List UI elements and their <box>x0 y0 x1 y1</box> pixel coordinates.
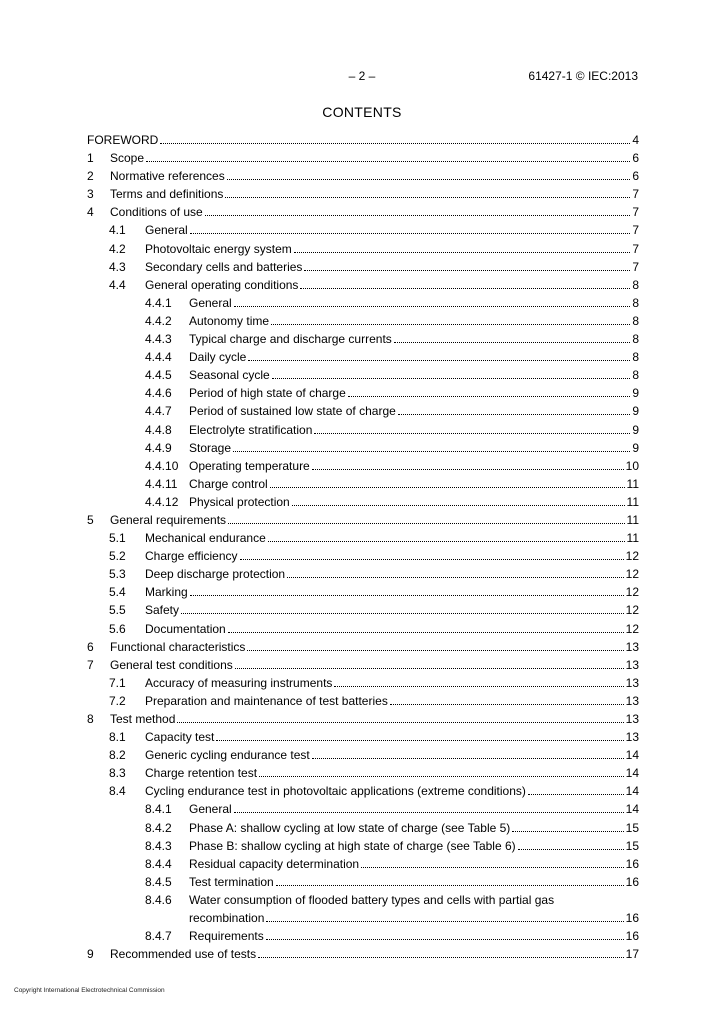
toc-entry-page: 8 <box>632 332 639 347</box>
toc-entry-page: 9 <box>632 422 639 437</box>
toc-entry-number: 8 <box>87 712 94 726</box>
toc-entry-number: 5.3 <box>109 567 126 582</box>
toc-entry-number: 9 <box>87 947 94 962</box>
toc-entry-page: 16 <box>625 874 639 889</box>
toc-entry-page: 7 <box>632 205 639 220</box>
toc-entry-page: 14 <box>625 766 639 781</box>
toc-entry-title: Photovoltaic energy system <box>145 241 292 256</box>
toc-entry-page: 7 <box>632 241 639 256</box>
toc-entry-number: 5.6 <box>109 621 126 636</box>
toc-entry-title: Safety <box>145 603 180 618</box>
toc-entry-page: 12 <box>625 549 639 564</box>
toc-entry-page: 7 <box>632 223 639 238</box>
toc-entry-title: Charge efficiency <box>145 549 238 564</box>
toc-entry-title: Mechanical endurance <box>145 531 266 546</box>
toc-entry-page: 11 <box>626 531 639 546</box>
toc-entry[interactable] <box>87 855 639 873</box>
toc-entry-title: Capacity test <box>145 730 215 745</box>
toc-entry-page: 14 <box>625 784 639 799</box>
toc-entry[interactable] <box>87 221 639 239</box>
toc-entry[interactable] <box>87 692 639 710</box>
toc-entry[interactable] <box>87 565 639 583</box>
toc-entry-title: Autonomy time <box>189 313 270 328</box>
toc-entry-title: General test conditions <box>110 657 233 672</box>
dot-leader <box>398 413 631 415</box>
toc-entry-number: 8.3 <box>109 766 126 781</box>
toc-entry-page: 17 <box>625 947 639 962</box>
toc-entry-page: 8 <box>632 277 639 292</box>
toc-entry-page: 4 <box>632 133 639 147</box>
toc-entry[interactable] <box>87 620 639 638</box>
toc-entry-number: 4.1 <box>109 223 126 238</box>
toc-entry-title: Typical charge and discharge currents <box>189 332 392 347</box>
dot-leader <box>272 377 631 379</box>
toc-entry[interactable] <box>87 384 639 402</box>
toc-entry-title: Phase B: shallow cycling at high state of charge (see Table 6) <box>189 838 516 853</box>
toc-entry-title: Residual capacity determination <box>189 856 360 871</box>
toc-entry-title: Storage <box>189 440 232 455</box>
toc-entry-page: 9 <box>632 386 639 401</box>
toc-entry[interactable] <box>87 276 639 294</box>
toc-entry[interactable] <box>87 457 639 475</box>
toc-entry-title: Water consumption of flooded battery types and cells with partial gas <box>189 892 555 907</box>
dot-leader <box>276 884 624 886</box>
dot-leader <box>334 685 623 687</box>
toc-entry[interactable] <box>87 710 639 728</box>
toc-entry-number: 8.2 <box>109 748 126 763</box>
dot-leader <box>292 504 625 506</box>
toc-entry-page: 6 <box>632 151 639 166</box>
dot-leader <box>314 432 630 434</box>
toc-entry-page: 8 <box>632 313 639 328</box>
dot-leader <box>181 612 624 614</box>
toc-entry-number: 8.1 <box>109 730 126 745</box>
toc-entry-title: General requirements <box>110 512 227 527</box>
table-of-contents <box>87 131 639 963</box>
toc-entry-number: 5.1 <box>109 531 126 546</box>
toc-entry-title: Cycling endurance test in photovoltaic applications (extreme conditions) <box>145 784 526 799</box>
toc-entry-number: 7.2 <box>109 693 126 708</box>
dot-leader <box>270 486 625 488</box>
toc-entry[interactable] <box>87 746 639 764</box>
toc-entry-number: 4.4.8 <box>145 422 172 437</box>
toc-entry[interactable] <box>87 475 639 493</box>
toc-entry[interactable] <box>87 366 639 384</box>
toc-entry-page: 12 <box>625 603 639 618</box>
toc-entry[interactable] <box>87 240 639 258</box>
toc-entry-title: Daily cycle <box>189 350 247 365</box>
contents-title: CONTENTS <box>322 104 402 120</box>
toc-entry-title: General operating conditions <box>145 277 299 292</box>
dot-leader <box>216 739 623 741</box>
toc-entry-number: 8.4.7 <box>145 928 172 943</box>
toc-entry-title: Terms and definitions <box>110 187 224 202</box>
dot-leader <box>205 214 631 216</box>
toc-entry[interactable] <box>87 873 639 891</box>
toc-entry-title: General <box>189 802 232 817</box>
toc-entry-number: 5 <box>87 512 94 527</box>
toc-entry-page: 8 <box>632 295 639 310</box>
toc-entry-page: 11 <box>626 512 639 527</box>
toc-entry-page: 14 <box>625 802 639 817</box>
toc-entry-title: Phase A: shallow cycling at low state of charge (see Table 5) <box>189 820 511 835</box>
toc-entry-title: Recommended use of tests <box>110 947 257 962</box>
toc-entry-number: 8.4.3 <box>145 838 172 853</box>
toc-entry-number: 3 <box>87 187 94 202</box>
toc-entry[interactable] <box>87 819 639 837</box>
dot-leader <box>394 341 631 343</box>
dot-leader <box>190 594 624 596</box>
toc-entry-title: Seasonal cycle <box>189 368 270 383</box>
toc-entry-number: 1 <box>87 151 94 166</box>
dot-leader <box>235 667 624 669</box>
dot-leader <box>300 287 630 289</box>
toc-entry-title: Period of sustained low state of charge <box>189 404 396 419</box>
toc-entry-page: 12 <box>625 621 639 636</box>
toc-entry-page: 13 <box>625 712 639 726</box>
toc-entry[interactable] <box>87 601 639 619</box>
toc-entry-page: 9 <box>632 404 639 419</box>
dot-leader <box>248 359 630 361</box>
toc-entry-title: Test method <box>110 712 176 726</box>
toc-entry[interactable] <box>87 800 639 818</box>
toc-entry-number: 4.2 <box>109 241 126 256</box>
toc-entry[interactable] <box>87 312 639 330</box>
toc-entry-title: Period of high state of charge <box>189 386 346 401</box>
toc-entry-number: 4.4.7 <box>145 404 172 419</box>
toc-entry-number: 2 <box>87 169 94 184</box>
toc-entry-number: 8.4 <box>109 784 126 799</box>
toc-entry-number: 7.1 <box>109 675 126 690</box>
toc-entry-page: 12 <box>625 585 639 600</box>
toc-entry-page: 7 <box>632 187 639 202</box>
dot-leader <box>258 956 624 958</box>
toc-entry[interactable] <box>87 674 639 692</box>
toc-entry-page: 13 <box>625 657 639 672</box>
toc-entry-title: General <box>145 223 188 238</box>
dot-leader <box>518 848 624 850</box>
dot-leader <box>233 450 630 452</box>
dot-leader <box>190 232 631 234</box>
toc-entry-title: Normative references <box>110 169 225 184</box>
toc-entry-page: 11 <box>626 494 639 509</box>
dot-leader <box>240 558 624 560</box>
page-number: – 2 – <box>348 69 376 83</box>
dot-leader <box>294 251 631 253</box>
dot-leader <box>247 649 623 651</box>
toc-entry[interactable] <box>87 529 639 547</box>
dot-leader <box>234 305 631 307</box>
toc-entry-page: 14 <box>625 748 639 763</box>
toc-entry-title: Electrolyte stratification <box>189 422 313 437</box>
toc-entry[interactable] <box>87 927 639 945</box>
toc-entry[interactable] <box>87 638 639 656</box>
toc-entry-number: 4 <box>87 205 94 220</box>
dot-leader <box>287 576 624 578</box>
toc-entry[interactable] <box>87 402 639 420</box>
toc-entry-number: 8.4.4 <box>145 856 172 871</box>
dot-leader <box>227 178 631 180</box>
toc-entry-title: Accuracy of measuring instruments <box>145 675 333 690</box>
toc-entry[interactable] <box>87 837 639 855</box>
toc-entry-number: 4.4.5 <box>145 368 172 383</box>
toc-entry-page: 9 <box>632 440 639 455</box>
toc-entry-number: 7 <box>87 657 94 672</box>
dot-leader <box>304 269 630 271</box>
toc-entry[interactable] <box>87 258 639 276</box>
toc-entry-number: 8.4.2 <box>145 820 172 835</box>
toc-entry-page: 16 <box>625 928 639 943</box>
toc-entry-title: Charge retention test <box>145 766 258 781</box>
toc-entry-number: 4.3 <box>109 259 126 274</box>
toc-entry[interactable] <box>87 167 639 185</box>
toc-entry-number: 8.4.6 <box>145 892 172 907</box>
toc-entry-title: FOREWORD <box>87 133 159 147</box>
toc-entry[interactable] <box>87 583 639 601</box>
toc-entry[interactable] <box>87 421 639 439</box>
toc-entry-number: 8.4.1 <box>145 802 172 817</box>
dot-leader <box>361 866 624 868</box>
toc-entry-page: 15 <box>625 838 639 853</box>
toc-entry[interactable] <box>87 330 639 348</box>
dot-leader <box>512 830 623 832</box>
toc-entry-number: 5.5 <box>109 603 126 618</box>
copyright-footer: Copyright International Electrotechnical Commission <box>14 987 165 994</box>
toc-entry[interactable] <box>87 547 639 565</box>
toc-entry-page: 11 <box>626 476 639 491</box>
toc-entry-number: 4.4.1 <box>145 295 172 310</box>
toc-entry-title: Preparation and maintenance of test batteries <box>145 693 388 708</box>
toc-entry[interactable] <box>87 185 639 203</box>
toc-entry-page: 8 <box>632 350 639 365</box>
dot-leader <box>228 522 624 524</box>
toc-entry-page: 16 <box>625 856 639 871</box>
toc-entry-number: 6 <box>87 639 94 654</box>
toc-entry-number: 4.4.4 <box>145 350 172 365</box>
toc-entry-title: Scope <box>110 151 145 166</box>
toc-entry[interactable] <box>87 656 639 674</box>
dot-leader <box>177 721 623 723</box>
dot-leader <box>312 757 624 759</box>
toc-entry[interactable] <box>87 203 639 221</box>
dot-leader <box>271 323 630 325</box>
toc-entry[interactable] <box>87 131 639 149</box>
toc-entry-title: Test termination <box>189 874 274 889</box>
dot-leader <box>390 703 624 705</box>
toc-entry-number: 4.4.11 <box>145 476 178 491</box>
toc-entry[interactable] <box>87 782 639 800</box>
toc-entry-title: Operating temperature <box>189 458 310 473</box>
toc-entry-title: Generic cycling endurance test <box>145 748 310 763</box>
toc-entry-number: 5.2 <box>109 549 126 564</box>
toc-entry-page: 13 <box>625 730 639 745</box>
toc-entry-number: 4.4.2 <box>145 313 172 328</box>
dot-leader <box>234 811 624 813</box>
toc-entry-page: 7 <box>632 259 639 274</box>
toc-entry-number: 5.4 <box>109 585 126 600</box>
toc-entry-number: 4.4.3 <box>145 332 172 347</box>
dot-leader <box>528 793 624 795</box>
toc-entry-page: 10 <box>625 458 639 473</box>
toc-entry[interactable] <box>87 294 639 312</box>
toc-entry-page: 13 <box>625 693 639 708</box>
toc-entry-title: Requirements <box>189 928 264 943</box>
dot-leader <box>228 631 624 633</box>
toc-entry[interactable] <box>87 764 639 782</box>
toc-entry-title: Conditions of use <box>110 205 203 220</box>
toc-entry-page: 15 <box>625 820 639 835</box>
standard-reference: 61427-1 © IEC:2013 <box>528 69 638 83</box>
toc-entry[interactable] <box>87 348 639 366</box>
toc-entry[interactable] <box>87 149 639 167</box>
dot-leader <box>225 196 630 198</box>
toc-entry-page: 6 <box>632 169 639 184</box>
toc-entry-title: Documentation <box>145 621 226 636</box>
toc-entry-page: 8 <box>632 368 639 383</box>
toc-entry-number: 4.4.10 <box>145 458 179 473</box>
toc-entry-title-continued: recombination <box>189 910 265 925</box>
toc-entry[interactable] <box>87 511 639 529</box>
toc-entry[interactable] <box>87 945 639 963</box>
toc-entry-title: Secondary cells and batteries <box>145 259 303 274</box>
toc-entry-page: 13 <box>625 639 639 654</box>
toc-entry-number: 4.4.9 <box>145 440 172 455</box>
dot-leader <box>259 775 624 777</box>
toc-entry-page: 12 <box>625 567 639 582</box>
toc-entry-page: 16 <box>625 910 639 925</box>
toc-entry[interactable] <box>87 493 639 511</box>
toc-entry-title: Marking <box>145 585 188 600</box>
toc-entry-title: Deep discharge protection <box>145 567 286 582</box>
toc-entry-page: 13 <box>625 675 639 690</box>
toc-entry-number: 4.4.6 <box>145 386 172 401</box>
dot-leader <box>146 160 630 162</box>
dot-leader <box>266 920 623 922</box>
toc-entry-number: 8.4.5 <box>145 874 172 889</box>
toc-entry[interactable] <box>87 891 639 927</box>
dot-leader <box>266 938 624 940</box>
dot-leader <box>160 142 630 144</box>
toc-entry-title: Physical protection <box>189 494 290 509</box>
dot-leader <box>268 540 625 542</box>
toc-entry[interactable] <box>87 728 639 746</box>
toc-entry[interactable] <box>87 439 639 457</box>
toc-entry-title: Functional characteristics <box>110 639 246 654</box>
toc-entry-title: General <box>189 295 232 310</box>
toc-entry-number: 4.4 <box>109 277 126 292</box>
toc-entry-title: Charge control <box>189 476 268 491</box>
toc-entry-number: 4.4.12 <box>145 494 179 509</box>
dot-leader <box>312 468 624 470</box>
dot-leader <box>348 395 631 397</box>
